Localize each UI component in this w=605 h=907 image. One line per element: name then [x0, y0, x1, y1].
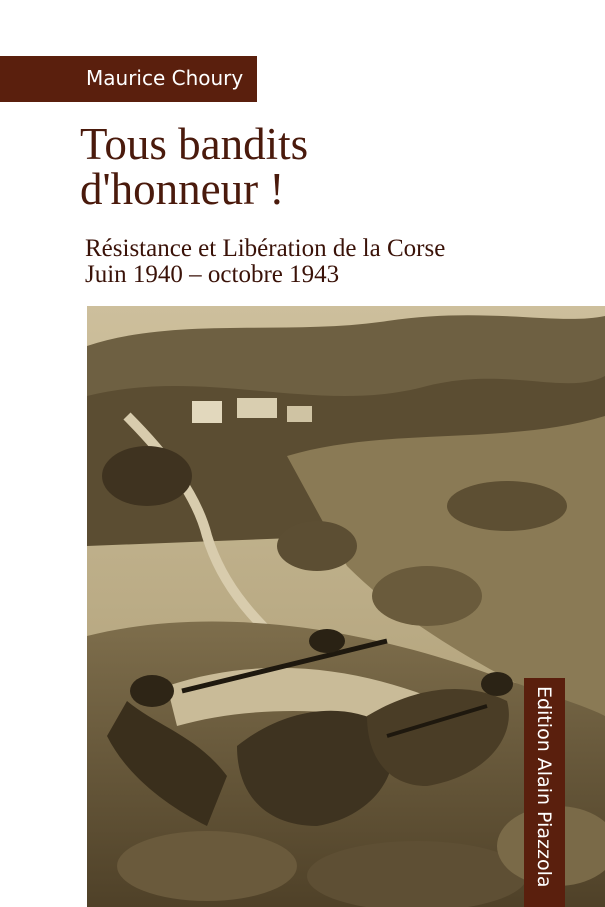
book-title — [80, 119, 309, 214]
author-name: Maurice Choury — [86, 66, 244, 90]
author-band — [0, 56, 257, 102]
book-subtitle — [85, 236, 445, 288]
subtitle-line-2: Juin 1940 – octobre 1943 — [85, 261, 340, 288]
publisher-name: Edition Alain Piazzola — [533, 686, 555, 888]
title-line-1: Tous bandits — [80, 119, 309, 169]
subtitle-line-1: Résistance et Libération de la Corse — [85, 235, 446, 262]
title-line-2: d'honneur ! — [80, 164, 285, 214]
publisher-band — [524, 678, 565, 907]
